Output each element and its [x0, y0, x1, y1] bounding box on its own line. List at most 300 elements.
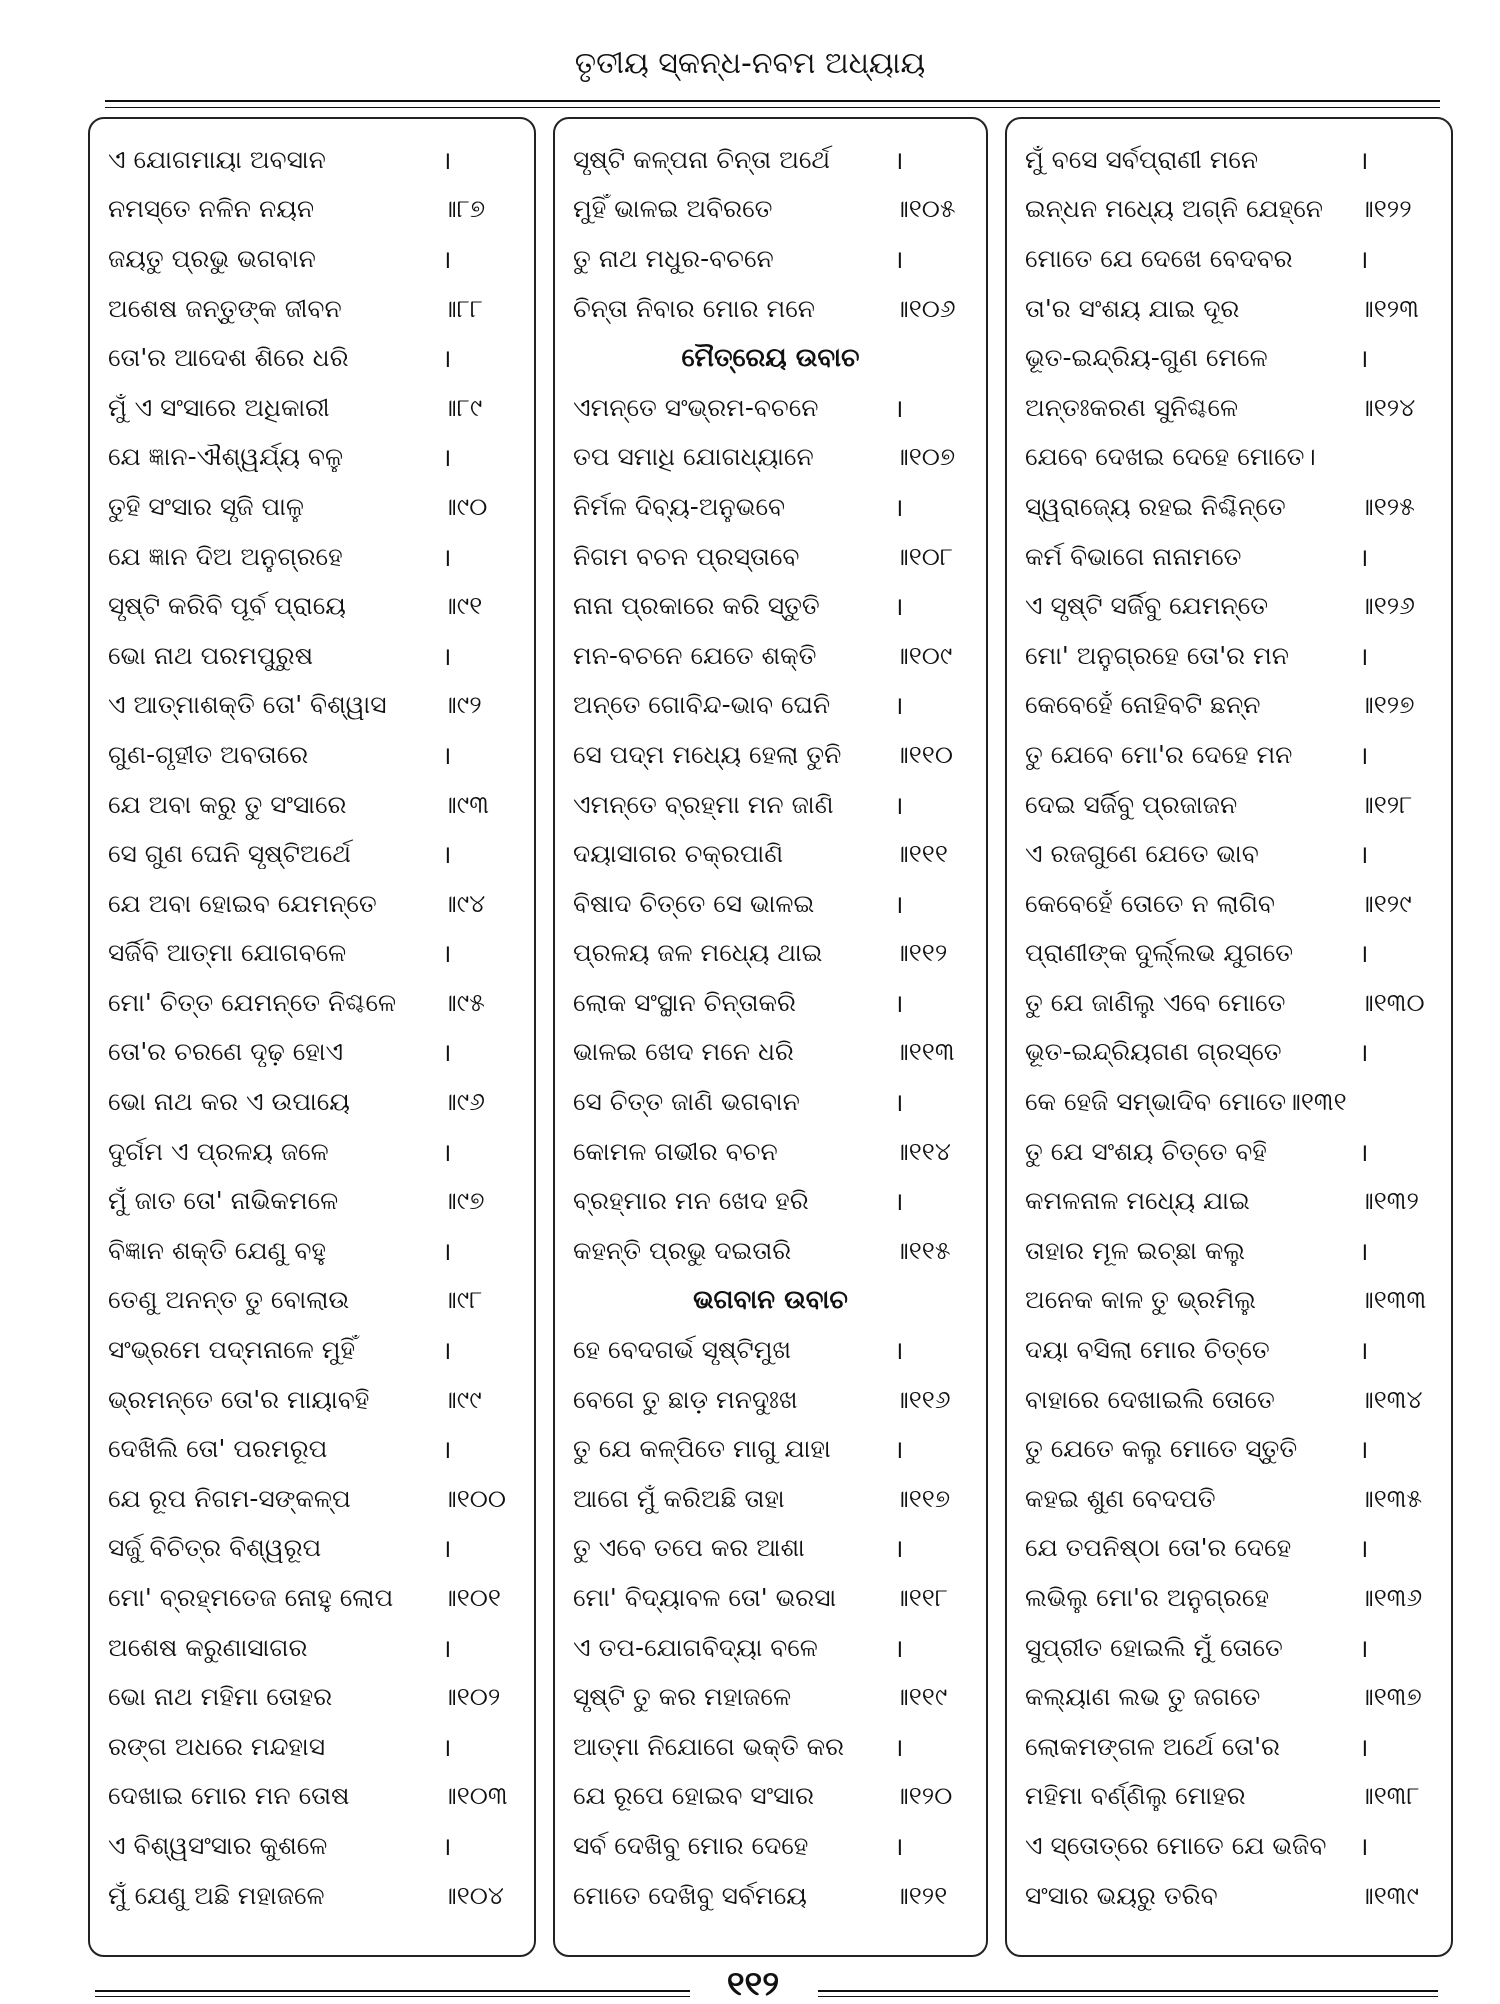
- verse-number: ।: [894, 244, 904, 274]
- verse-line: [90, 1375, 534, 1425]
- verse-number: ॥୧୧୧: [894, 839, 948, 869]
- verse-line: [90, 1821, 534, 1871]
- verse-text: କୋମଳ ଗଭୀର ବଚନ: [573, 1136, 778, 1166]
- verse-text: ତୁ ଯେ ସଂଶୟ ଚିତ୍ତେ ବହି: [1025, 1136, 1267, 1166]
- verse-text: ଏ ତପ-ଯୋଗବିଦ୍ୟା ବଳେ: [573, 1632, 818, 1662]
- verse-text: ଆଗେ ମୁଁ କରିଅଛି ତାହା: [573, 1483, 785, 1513]
- verse-line: [555, 1325, 986, 1375]
- verse-line: [90, 135, 534, 185]
- verse-number: ।: [442, 145, 452, 175]
- verse-text: ସ୍ୱରାଜ୍ୟେ ରହଇ ନିଶ୍ଚିନ୍ତେ: [1025, 491, 1286, 521]
- verse-line: [1007, 1821, 1451, 1871]
- verse-number: ॥୯୮: [442, 1285, 483, 1315]
- verse-line: [1007, 1226, 1451, 1276]
- verse-line: [90, 829, 534, 879]
- verse-line: [1007, 1028, 1451, 1078]
- verse-text: ଏ ରଜଗୁଣେ ଯେତେ ଭାବ: [1025, 839, 1259, 869]
- verse-text: ଏ ସ୍ତୋତ୍ରେ ମୋତେ ଯେ ଭଜିବ: [1025, 1830, 1327, 1860]
- verse-number: ।: [1359, 1038, 1369, 1068]
- verse-text: ମୁଁ ଯେଣୁ ଅଛି ମହାଜଳେ: [108, 1880, 325, 1910]
- verse-line: [90, 1871, 534, 1921]
- verse-text: ତାହାର ମୂଳ ଇଚ୍ଛା କଲୁ: [1025, 1235, 1246, 1265]
- verse-text: ନାନା ପ୍ରକାରେ କରି ସ୍ତୁତି: [573, 591, 820, 621]
- page-header: ତୃତୀୟ ସ୍କନ୍ଧ-ନବମ ଅଧ୍ୟାୟ: [574, 46, 926, 81]
- verse-text: ଏମନ୍ତେ ବ୍ରହ୍ମା ମନ ଜାଣି: [573, 789, 834, 819]
- verse-text: ଭୋ ନାଥ ପରମପୁରୁଷ: [108, 640, 314, 670]
- verse-line: [1007, 333, 1451, 383]
- verse-number: ।: [894, 592, 904, 622]
- verse-text: ଦେଖିଲି ତୋ' ପରମରୂପ: [108, 1434, 328, 1464]
- verse-number: ।: [894, 1435, 904, 1465]
- verse-number: ॥୯୯: [442, 1384, 482, 1414]
- verse-line: [555, 1375, 986, 1425]
- verse-text: ସର୍ଜୁ ବିଚିତ୍ର ବିଶ୍ୱରୂପ: [108, 1533, 322, 1563]
- verse-number: ।: [1359, 840, 1369, 870]
- verse-text: କେବେହେଁ ତୋତେ ନ ଲାଗିବ: [1025, 888, 1275, 918]
- verse-number: ॥୧୧୫: [894, 1235, 951, 1265]
- verse-line: [90, 482, 534, 532]
- verse-line: [1007, 829, 1451, 879]
- verse-text: ଭୋ ନାଥ ମହିମା ତୋହର: [108, 1682, 333, 1712]
- verse-line: [555, 829, 986, 879]
- verse-text: ଅନ୍ତେ ଗୋବିନ୍ଦ-ଭାବ ଘେନି: [573, 690, 831, 720]
- verse-text: ସେ ଚିତ୍ତ ଜାଣି ଭଗବାନ: [573, 1087, 800, 1117]
- verse-line: [1007, 1524, 1451, 1574]
- verse-number: ॥୯୨: [442, 690, 482, 720]
- verse-number: ।: [1359, 1236, 1369, 1266]
- verse-line: [90, 1276, 534, 1326]
- verse-number: ॥୮୭: [442, 194, 486, 224]
- verse-line: [1007, 1474, 1451, 1524]
- verse-number: ।: [894, 492, 904, 522]
- verse-line: [1007, 1276, 1451, 1326]
- verse-text: କେ ହେଜି ସମ୍ଭାଦିବ ମୋତେ॥୧୩୧: [1025, 1087, 1347, 1117]
- verse-text: କଲ୍ୟାଣ ଲଭ ତୁ ଜଗତେ: [1025, 1682, 1261, 1712]
- verse-line: [555, 234, 986, 284]
- verse-line: [555, 1424, 986, 1474]
- verse-number: ॥୧୨୯: [1359, 888, 1412, 918]
- verse-number: ।: [894, 1534, 904, 1564]
- verse-text: ଏ ସୃଷ୍ଟି ସର୍ଜିବୁ ଯେମନ୍ତେ: [1025, 591, 1269, 621]
- verse-text: ଅନେକ କାଳ ତୁ ଭ୍ରମିଲୁ: [1025, 1285, 1256, 1315]
- verse-line: [90, 1672, 534, 1722]
- header-rule-thin: [105, 107, 1440, 108]
- verse-number: ।: [1359, 1435, 1369, 1465]
- verse-number: ॥୧୩୦: [1359, 987, 1425, 1017]
- verse-number: ॥୧୩୮: [1359, 1781, 1420, 1811]
- verse-text: ସେ ଗୁଣ ଘେନି ସୃଷ୍ଟିଅର୍ଥେ: [108, 839, 351, 869]
- verse-text: ଲୋକ ସଂସ୍ଥାନ ଚିନ୍ତାକରି: [573, 987, 796, 1017]
- verse-line: [90, 433, 534, 483]
- verse-line: [90, 284, 534, 334]
- verse-line: [90, 532, 534, 582]
- verse-text: ତୁ ଯେବେ ମୋ'ର ଦେହେ ମନ: [1025, 739, 1293, 769]
- verse-number: ॥୧୦୧: [442, 1583, 501, 1613]
- verse-text: ବାହାରେ ଦେଖାଇଲି ତୋତେ: [1025, 1384, 1275, 1414]
- verse-number: ॥୧୦୩: [442, 1781, 508, 1811]
- verse-line: [90, 333, 534, 383]
- verse-text: ତୋ'ର ଚରଣେ ଦୃଢ଼ ହୋଏ: [108, 1037, 344, 1067]
- verse-line: [555, 433, 986, 483]
- verse-line: [90, 185, 534, 235]
- verse-line: [90, 581, 534, 631]
- verse-line: [555, 929, 986, 979]
- verse-line: [555, 1672, 986, 1722]
- verse-text: ଦୟା ବସିଲା ମୋର ଚିତ୍ତେ: [1025, 1335, 1270, 1365]
- verse-line: [555, 978, 986, 1028]
- verse-line: [90, 1623, 534, 1673]
- verse-number: ।: [1359, 244, 1369, 274]
- verse-number: ।: [1359, 145, 1369, 175]
- verse-number: ।: [442, 1831, 452, 1861]
- verse-number: ॥୧୧୭: [894, 1483, 951, 1513]
- verse-line: [90, 1474, 534, 1524]
- verse-line: [90, 730, 534, 780]
- verse-line: [90, 631, 534, 681]
- verse-line: [1007, 482, 1451, 532]
- verse-line: [555, 383, 986, 433]
- verse-number: ॥୧୦୬: [894, 293, 956, 323]
- verse-text: ସେ ପଦ୍ମ ମଧ୍ୟେ ହେଲା ତୁନି: [573, 739, 842, 769]
- verse-text: ଅଶେଷ ଜନ୍ତୁଙ୍କ ଜୀବନ: [108, 293, 342, 323]
- verse-line: [555, 532, 986, 582]
- verse-line: [1007, 631, 1451, 681]
- verse-line: [555, 1573, 986, 1623]
- verse-number: ।: [894, 1633, 904, 1663]
- verse-line: [555, 780, 986, 830]
- verse-line: [1007, 383, 1451, 433]
- verse-number: ।: [442, 939, 452, 969]
- verse-text: ଦୟାସାଗର ଚକ୍ରପାଣି: [573, 839, 784, 869]
- verse-column-3: [1005, 117, 1453, 1957]
- verse-line: [90, 1722, 534, 1772]
- verse-number: ।: [894, 1732, 904, 1762]
- verse-number: ।: [894, 1336, 904, 1366]
- verse-text: ସୁପ୍ରୀତ ହୋଇଲି ମୁଁ ତୋତେ: [1025, 1632, 1283, 1662]
- verse-number: ।: [1359, 1633, 1369, 1663]
- verse-number: ॥୧୨୧: [894, 1880, 948, 1910]
- verse-number: ॥୯୩: [442, 789, 489, 819]
- verse-number: ।: [1359, 1137, 1369, 1167]
- verse-text: ଗୁଣ-ଗୃହୀତ ଅବତାରେ: [108, 739, 309, 769]
- verse-text: ଯେ ଅବା କରୁ ତୁ ସଂସାରେ: [108, 789, 347, 819]
- verse-number: ।: [442, 1534, 452, 1564]
- verse-column-1: [88, 117, 536, 1957]
- verse-line: [1007, 1424, 1451, 1474]
- verse-number: ॥୧୦୨: [442, 1682, 501, 1712]
- verse-line: [1007, 532, 1451, 582]
- verse-text: ଯେବେ ଦେଖଇ ଦେହେ ମୋତେ।: [1025, 442, 1316, 472]
- verse-text: ହେ ବେଦଗର୍ଭ ସୃଷ୍ଟିମୁଖ: [573, 1335, 792, 1365]
- verse-text: ସର୍ବ ଦେଖିବୁ ମୋର ଦେହେ: [573, 1830, 809, 1860]
- verse-number: ।: [442, 542, 452, 572]
- verse-number: ॥୯୦: [442, 491, 488, 521]
- verse-text: ଅନ୍ତଃକରଣ ସୁନିଶ୍ଚଳେ: [1025, 392, 1239, 422]
- header-rule: [105, 100, 1440, 102]
- verse-text: ଅଶେଷ କରୁଣାସାଗର: [108, 1632, 308, 1662]
- verse-line: [555, 631, 986, 681]
- verse-number: ॥୧୩୯: [1359, 1880, 1419, 1910]
- verse-number: ॥୧୩୭: [1359, 1682, 1422, 1712]
- verse-number: ।: [442, 244, 452, 274]
- verse-number: ।: [442, 1435, 452, 1465]
- verse-line: [90, 929, 534, 979]
- verse-line: [90, 681, 534, 731]
- verse-line: [90, 1028, 534, 1078]
- verse-text: ମୁଁ ବସେ ସର୍ବପ୍ରାଣୀ ମନେ: [1025, 144, 1259, 174]
- verse-text: ସୃଷ୍ଟି କଳ୍ପନା ଚିନ୍ତା ଅର୍ଥେ: [573, 144, 831, 174]
- verse-text: ବିଷାଦ ଚିତ୍ତେ ସେ ଭାଳଇ: [573, 888, 815, 918]
- verse-line: [1007, 284, 1451, 334]
- verse-text: ଏ ବିଶ୍ୱସଂସାର କୁଶଳେ: [108, 1830, 328, 1860]
- verse-number: ॥୮୮: [442, 293, 483, 323]
- verse-number: ।: [442, 1236, 452, 1266]
- verse-text: ତପ ସମାଧି ଯୋଗଧ୍ୟାନେ: [573, 442, 814, 472]
- verse-text: ଏ ଆତ୍ମାଶକ୍ତି ତୋ' ବିଶ୍ୱାସ: [108, 690, 387, 720]
- verse-number: ॥୮୯: [442, 392, 483, 422]
- verse-text: ତୁ ନାଥ ମଧୁର-ବଚନେ: [573, 243, 774, 273]
- verse-text: ଯେ ରୂପେ ହୋଇବ ସଂସାର: [573, 1781, 815, 1811]
- section-heading: ମୈତ୍ରେୟ ଉବାଚ: [681, 342, 860, 373]
- verse-number: ॥୧୧୬: [894, 1384, 951, 1414]
- verse-line: [90, 1424, 534, 1474]
- verse-line: [1007, 1672, 1451, 1722]
- verse-text: ମୋ' ବ୍ରହ୍ମତେଜ ନୋହୁ ଲୋପ: [108, 1583, 394, 1613]
- verse-text: ଭ୍ରମନ୍ତେ ତୋ'ର ମାୟାବହି: [108, 1384, 370, 1414]
- verse-line: [1007, 1375, 1451, 1425]
- verse-number: ॥୧୦୯: [894, 640, 953, 670]
- verse-number: ।: [442, 344, 452, 374]
- verse-number: ।: [442, 641, 452, 671]
- verse-text: ସୃଷ୍ଟି ତୁ କର ମହାଜଳେ: [573, 1682, 791, 1712]
- verse-line: [90, 1226, 534, 1276]
- verse-text: ଯେ ଅବା ହୋଇବ ଯେମନ୍ତେ: [108, 888, 377, 918]
- verse-line: [555, 482, 986, 532]
- verse-text: ଯେ ରୂପ ନିଗମ-ସଙ୍କଳ୍ପ: [108, 1483, 351, 1513]
- verse-line: [555, 1127, 986, 1177]
- verse-line: [1007, 1077, 1451, 1127]
- verse-number: ॥୧୧୯: [894, 1682, 948, 1712]
- verse-line: [1007, 135, 1451, 185]
- verse-number: ॥୧୩୨: [1359, 1186, 1419, 1216]
- verse-text: ଚିନ୍ତା ନିବାର ମୋର ମନେ: [573, 293, 815, 323]
- verse-text: ଦେଖାଇ ମୋର ମନ ତୋଷ: [108, 1781, 350, 1811]
- verse-text: ସଂଭ୍ରମେ ପଦ୍ମନାଳେ ମୁହିଁ: [108, 1335, 356, 1365]
- verse-text: ସୃଷ୍ଟି କରିବି ପୂର୍ବ ପ୍ରାୟେ: [108, 591, 346, 621]
- verse-line: [1007, 1772, 1451, 1822]
- verse-text: କମଳନାଳ ମଧ୍ୟେ ଯାଇ: [1025, 1186, 1250, 1216]
- verse-number: ।: [442, 1732, 452, 1762]
- verse-number: ।: [894, 1831, 904, 1861]
- verse-line: [1007, 780, 1451, 830]
- verse-number: ।: [1359, 542, 1369, 572]
- verse-number: ॥୯୧: [442, 591, 483, 621]
- verse-number: ।: [1359, 1831, 1369, 1861]
- verse-text: ଏମନ୍ତେ ସଂଭ୍ରମ-ବଚନେ: [573, 392, 819, 422]
- verse-text: ଏ ଯୋଗମାୟା ଅବସାନ: [108, 144, 326, 174]
- verse-line: [1007, 929, 1451, 979]
- verse-text: ରଙ୍ଗ ଅଧରେ ମନ୍ଦହାସ: [108, 1731, 325, 1761]
- verse-number: ॥୧୨୮: [1359, 789, 1413, 819]
- verse-number: ।: [894, 1187, 904, 1217]
- verse-line: [555, 1077, 986, 1127]
- verse-text: ଲୋକମଙ୍ଗଳ ଅର୍ଥେ ତୋ'ର: [1025, 1731, 1280, 1761]
- verse-text: ଦୁର୍ଗମ ଏ ପ୍ରଳୟ ଜଳେ: [108, 1136, 329, 1166]
- verse-number: ॥୧୦୮: [894, 541, 953, 571]
- verse-text: କହଇ ଶୁଣ ବେଦପତି: [1025, 1483, 1216, 1513]
- verse-text: ନିର୍ମଳ ଦିବ୍ୟ-ଅନୁଭବେ: [573, 491, 786, 521]
- verse-line: [555, 185, 986, 235]
- verse-number: ।: [894, 145, 904, 175]
- verse-number: ॥୧୦୭: [894, 442, 956, 472]
- verse-number: ॥୧୦୦: [442, 1483, 507, 1513]
- verse-line: [90, 1524, 534, 1574]
- verse-line: [555, 135, 986, 185]
- verse-line: [555, 1871, 986, 1921]
- verse-text: ତେଣୁ ଅନନ୍ତ ତୁ ବୋଲାଉ: [108, 1285, 350, 1315]
- verse-number: ॥୧୦୪: [442, 1880, 504, 1910]
- verse-text: ତୋ'ର ଆଦେଶ ଶିରେ ଧରି: [108, 343, 349, 373]
- verse-number: ।: [894, 889, 904, 919]
- verse-number: ॥୧୧୨: [894, 938, 948, 968]
- verse-number: ॥୧୩୪: [1359, 1384, 1423, 1414]
- verse-number: ॥୧୨୪: [1359, 392, 1416, 422]
- verse-line: [1007, 581, 1451, 631]
- verse-line: [90, 234, 534, 284]
- verse-text: ତା'ର ସଂଶୟ ଯାଇ ଦୂର: [1025, 293, 1240, 323]
- verse-number: ।: [1359, 939, 1369, 969]
- verse-text: ମୋ' ଚିତ୍ତ ଯେମନ୍ତେ ନିଶ୍ଚଳେ: [108, 987, 397, 1017]
- verse-line: [555, 581, 986, 631]
- verse-text: ଭୋ ନାଥ କର ଏ ଉପାୟେ: [108, 1087, 350, 1117]
- verse-text: ବେଗେ ତୁ ଛାଡ଼ ମନଦୁଃଖ: [573, 1384, 798, 1414]
- verse-number: ॥୧୩୩: [1359, 1285, 1427, 1315]
- verse-text: ତୁ ଯେ ଜାଣିଲୁ ଏବେ ମୋତେ: [1025, 987, 1286, 1017]
- verse-text: ଭାଳଇ ଖେଦ ମନେ ଧରି: [573, 1037, 794, 1067]
- verse-number: ।: [442, 443, 452, 473]
- footer-rule-right-thin: [818, 1996, 1438, 1997]
- verse-number: ।: [1359, 1732, 1369, 1762]
- verse-line: [90, 1176, 534, 1226]
- verse-text: ମୋ' ବିଦ୍ୟାବଳ ତୋ' ଭରସା: [573, 1583, 837, 1613]
- verse-text: ବିଜ୍ଞାନ ଶକ୍ତି ଯେଣୁ ବହୁ: [108, 1235, 326, 1265]
- verse-number: ॥୧୧୮: [894, 1583, 948, 1613]
- verse-line: [90, 780, 534, 830]
- verse-line: [90, 1077, 534, 1127]
- verse-number: ।: [1359, 740, 1369, 770]
- verse-number: ।: [442, 840, 452, 870]
- verse-text: ମୁଁ ଜାତ ତୋ' ନାଭିକମଳେ: [108, 1186, 339, 1216]
- verse-text: ଯେ ଜ୍ଞାନ-ଐଶ୍ୱର୍ଯ୍ୟ ବଳୁ: [108, 442, 343, 472]
- verse-line: [1007, 433, 1451, 483]
- verse-text: ତୁ ଏବେ ତପେ କର ଆଶା: [573, 1533, 805, 1563]
- verse-number: ॥୯୭: [442, 1186, 485, 1216]
- verse-line: [555, 1474, 986, 1524]
- verse-text: ଲଭିଲୁ ମୋ'ର ଅନୁଗ୍ରହେ: [1025, 1583, 1270, 1613]
- verse-line: [1007, 1871, 1451, 1921]
- verse-text: ମୁହିଁ ଭାଳଇ ଅବିରତେ: [573, 194, 773, 224]
- footer-rule-left-thin: [95, 1996, 690, 1997]
- verse-number: ।: [1359, 344, 1369, 374]
- verse-text: ମୋତେ ଯେ ଦେଖେ ବେଦବର: [1025, 243, 1293, 273]
- verse-number: ।: [894, 988, 904, 1018]
- verse-text: କହନ୍ତି ପ୍ରଭୁ ଦଇତାରି: [573, 1235, 792, 1265]
- verse-text: ସଂସାର ଭୟରୁ ତରିବ: [1025, 1880, 1218, 1910]
- verse-number: ।: [894, 790, 904, 820]
- verse-line: [555, 1176, 986, 1226]
- verse-number: ॥୧୨୨: [1359, 194, 1412, 224]
- verse-number: ॥୧୨୦: [894, 1781, 953, 1811]
- verse-line: [1007, 730, 1451, 780]
- verse-line: [90, 978, 534, 1028]
- verse-number: ॥୧୩୬: [1359, 1583, 1423, 1613]
- verse-line: [555, 1821, 986, 1871]
- verse-number: ॥୧୨୩: [1359, 293, 1419, 323]
- verse-line: [90, 383, 534, 433]
- verse-number: ।: [1359, 1336, 1369, 1366]
- verse-line: [1007, 234, 1451, 284]
- verse-text: କେବେହେଁ ନୋହିବଟି ଛନ୍ନ: [1025, 690, 1261, 720]
- verse-text: ଯେ ତପନିଷ୍ଠା ତୋ'ର ଦେହେ: [1025, 1533, 1292, 1563]
- verse-number: ।: [894, 393, 904, 423]
- verse-text: ମୋ' ଅନୁଗ୍ରହେ ତୋ'ର ମନ: [1025, 640, 1289, 670]
- verse-line: [555, 1772, 986, 1822]
- section-heading: ଭଗବାନ ଉବାଚ: [693, 1284, 848, 1315]
- verse-text: ତୁ ଯେ କଳ୍ପିତେ ମାଗୁ ଯାହା: [573, 1434, 831, 1464]
- verse-text: ପ୍ରାଣୀଙ୍କ ଦୁର୍ଲ୍ଲଭ ଯୁଗତେ: [1025, 938, 1294, 968]
- verse-text: କର୍ମ ବିଭାଗେ ନାନାମତେ: [1025, 541, 1242, 571]
- verse-line: [1007, 1325, 1451, 1375]
- verse-line: [1007, 1127, 1451, 1177]
- verse-line: [90, 1127, 534, 1177]
- verse-text: ମୋତେ ଦେଖିବୁ ସର୍ବମୟେ: [573, 1880, 807, 1910]
- verse-line: [1007, 185, 1451, 235]
- verse-line: [555, 1722, 986, 1772]
- verse-number: ॥୯୬: [442, 1087, 485, 1117]
- verse-number: ।: [442, 740, 452, 770]
- footer-rule-left: [95, 1990, 690, 1992]
- verse-line: [555, 879, 986, 929]
- verse-line: [1007, 681, 1451, 731]
- verse-line: [555, 1623, 986, 1673]
- verse-text: ଆତ୍ମା ନିଯୋଗେ ଭକ୍ତି କର: [573, 1731, 845, 1761]
- verse-number: ॥୧୧୪: [894, 1136, 951, 1166]
- verse-line: [1007, 1573, 1451, 1623]
- verse-line: [90, 1772, 534, 1822]
- verse-text: ଦେଇ ସର୍ଜିବୁ ପ୍ରଜାଜନ: [1025, 789, 1238, 819]
- verse-text: ଭୂତ-ଇନ୍ଦ୍ରିୟଗଣ ଗ୍ରସ୍ତେ: [1025, 1037, 1282, 1067]
- verse-line: [555, 284, 986, 334]
- page-number: ୧୧୨: [726, 1964, 780, 2004]
- verse-number: ॥୯୫: [442, 987, 485, 1017]
- verse-number: ॥୧୨୬: [1359, 591, 1415, 621]
- verse-number: ॥୧୦୫: [894, 194, 956, 224]
- verse-line: [1007, 1623, 1451, 1673]
- verse-text: ତୁ ଯେତେ କଲୁ ମୋତେ ସ୍ତୁତି: [1025, 1434, 1298, 1464]
- verse-number: ।: [1359, 1534, 1369, 1564]
- footer-rule-right: [818, 1990, 1438, 1992]
- verse-number: ।: [442, 1038, 452, 1068]
- verse-line: [555, 681, 986, 731]
- verse-line: [90, 1325, 534, 1375]
- verse-text: ସର୍ଜିବି ଆତ୍ମା ଯୋଗବଳେ: [108, 938, 347, 968]
- verse-text: ଜୟତୁ ପ୍ରଭୁ ଭଗବାନ: [108, 243, 316, 273]
- verse-line: [1007, 1722, 1451, 1772]
- verse-line: [555, 1524, 986, 1574]
- verse-number: ॥୧୨୭: [1359, 690, 1415, 720]
- verse-line: [90, 1573, 534, 1623]
- verse-column-2: [553, 117, 988, 1957]
